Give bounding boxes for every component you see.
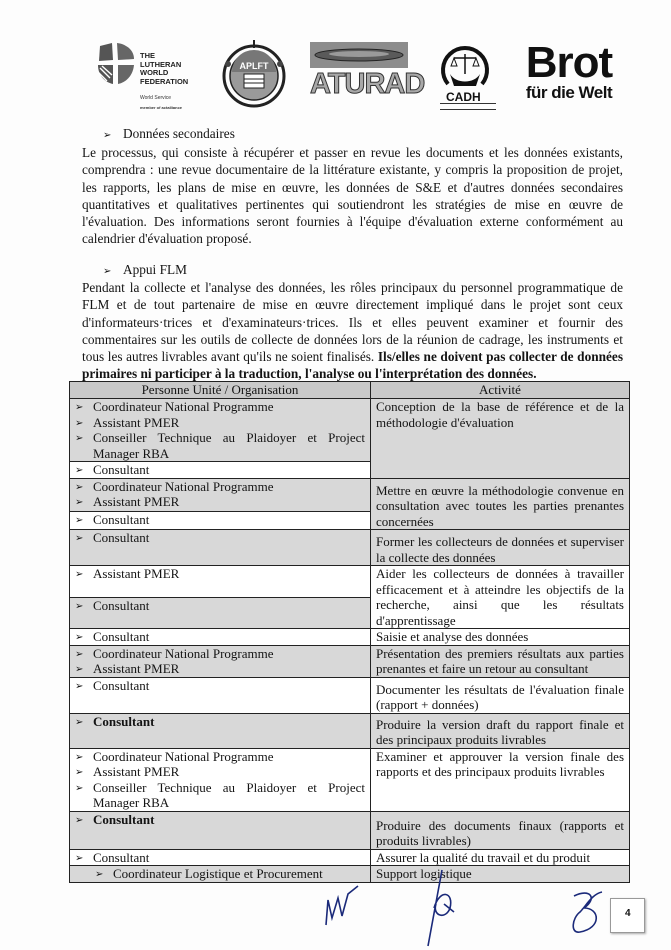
table-row — [70, 566, 630, 598]
person-cell: ➢ Consultant — [70, 462, 371, 479]
arrow-bullet-icon: ➢ — [75, 751, 84, 763]
paragraph-appui-flm — [82, 279, 623, 383]
arrow-bullet-icon: ➢ — [75, 767, 84, 778]
activity-cell: Aider les collecteurs de données à travailler efficacement et à atteindre les objectifs de la recherche, ainsi que les résultats d'apprentissage — [371, 566, 630, 629]
arrow-bullet-icon: ➢ — [75, 569, 84, 580]
person-cell: ➢ Coordinateur National Programme ➢ Assistant PMER — [70, 478, 371, 512]
table-row — [70, 629, 630, 646]
activity-cell: Former les collecteurs de données et superviser la collecte des données — [371, 530, 630, 566]
activity-cell: Support logistique — [371, 866, 630, 883]
section-heading-donnees-secondaires: ➢ Données secondaires — [103, 126, 235, 141]
cadh-logo — [432, 44, 498, 114]
person-cell: ➢ Consultant — [70, 512, 371, 530]
aplft-logo — [218, 38, 290, 110]
arrow-bullet-icon: ➢ — [75, 481, 84, 493]
person-cell: ➢ Coordinateur National Programme ➢ Assistant PMER — [70, 645, 371, 677]
brot-tagline: für die Welt — [525, 83, 613, 102]
page-number: 4 — [625, 908, 631, 919]
section-heading-appui-flm: ➢ Appui FLM — [103, 262, 187, 277]
lwf-line-3: WORLD — [140, 68, 169, 77]
person-cell: ➢ Consultant — [70, 811, 371, 849]
column-header-person: Personne Unité / Organisation — [70, 382, 371, 399]
activity-cell: Saisie et analyse des données — [371, 629, 630, 646]
roles-activities-table — [69, 381, 630, 883]
arrow-bullet-icon: ➢ — [75, 465, 84, 476]
paragraph-bold-warning: Ils/elles ne doivent pas collecter de données primaires ni participer à la traduction, l'analyse ou l'interprétation des données. — [82, 349, 623, 382]
lwf-line-1: THE — [140, 51, 155, 60]
arrow-bullet-icon: ➢ — [103, 266, 112, 277]
signature-initials-2-icon — [420, 868, 465, 948]
table-row — [70, 677, 630, 713]
aturad-banner — [310, 42, 408, 68]
arrow-bullet-icon: ➢ — [75, 533, 84, 544]
person-cell: ➢ Consultant — [70, 849, 371, 866]
table-row — [70, 645, 630, 677]
arrow-bullet-icon: ➢ — [75, 515, 84, 527]
activity-cell: Présentation des premiers résultats aux parties prenantes et faire un retour au consultant — [371, 645, 630, 677]
lwf-tagline: member of actalliance — [140, 105, 183, 110]
svg-text:APLFT: APLFT — [239, 61, 269, 71]
person-cell: ➢ Consultant — [70, 629, 371, 646]
activity-cell: Produire des documents finaux (rapports et produits livrables) — [371, 811, 630, 849]
arrow-bullet-icon: ➢ — [75, 601, 84, 612]
brot-wordmark: Brot — [525, 38, 613, 87]
arrow-bullet-icon: ➢ — [75, 632, 84, 643]
activity-cell: Mettre en œuvre la méthodologie convenue en consultation avec toutes les parties prenantes concernées — [371, 478, 630, 530]
lwf-line-4: FEDERATION — [140, 76, 189, 86]
activity-cell: Conception de la base de référence et de la méthodologie d'évaluation — [371, 399, 630, 479]
person-cell: ➢ Coordinateur National Programme ➢ Assistant PMER ➢ Conseiller Technique au Plaidoyer et Project Manager RBA — [70, 748, 371, 811]
signature-initials-1-icon — [318, 880, 368, 930]
table-row — [70, 530, 630, 566]
activity-cell: Documenter les résultats de l'évaluation finale (rapport + données) — [371, 677, 630, 713]
signature-initials-3-icon — [566, 888, 606, 938]
activity-cell: Examiner et approuver la version finale des rapports et des principaux produits livrables — [371, 748, 630, 811]
aturad-logo — [310, 42, 425, 112]
arrow-bullet-icon: ➢ — [95, 869, 104, 880]
lwf-emblem-icon — [96, 42, 136, 86]
person-cell: ➢ Consultant — [70, 530, 371, 566]
table-row — [70, 748, 630, 811]
paragraph-donnees-secondaires: Le processus, qui consiste à récupérer et passer en revue les documents et les données existants, comprendra : une revue documentaire de la littérature existante, y compris la proposition de projet, les rapports, les plans de mise en œuvre, les données de S&E et d'autres données secondaires quantitatives et qualitatives pertinentes qui soutiendront les stratégies de mise en œuvre de l'évaluation. Des informations seront fournies à l'équipe d'évaluation externe conformément au calendrier d'évaluation proposé. — [82, 145, 623, 247]
cadh-wordmark: CADH — [446, 90, 481, 104]
person-cell: ➢ Consultant — [70, 598, 371, 629]
person-cell: ➢ Coordinateur Logistique et Procurement — [70, 866, 371, 883]
activity-cell: Produire la version draft du rapport finale et des principaux produits livrables — [371, 713, 630, 748]
brot-fur-die-welt-logo — [524, 38, 614, 117]
aplft-emblem-icon — [218, 38, 290, 110]
arrow-bullet-icon: ➢ — [75, 782, 84, 794]
cadh-subtitle-lines — [440, 103, 496, 110]
lwf-logo — [96, 38, 196, 113]
arrow-bullet-icon: ➢ — [75, 664, 84, 675]
column-header-activity: Activité — [371, 382, 630, 399]
table-row — [70, 849, 630, 866]
person-cell: ➢ Assistant PMER — [70, 566, 371, 598]
arrow-bullet-icon: ➢ — [75, 402, 84, 413]
table-row — [70, 478, 630, 512]
person-cell: ➢ Coordinateur National Programme ➢ Assistant PMER ➢ Conseiller Technique au Plaidoyer et Project Manager RBA — [70, 399, 371, 462]
table-row — [70, 399, 630, 462]
boat-icon — [310, 42, 408, 68]
person-cell: ➢ Consultant — [70, 713, 371, 748]
scales-of-justice-icon — [432, 44, 498, 92]
partner-logos-header — [92, 36, 622, 126]
lwf-line-2: LUTHERAN — [140, 59, 182, 69]
page-number-box — [610, 898, 645, 933]
table-header-row — [70, 382, 630, 399]
arrow-bullet-icon: ➢ — [75, 648, 84, 660]
aturad-wordmark: ATURAD — [310, 68, 425, 100]
arrow-bullet-icon: ➢ — [75, 716, 84, 728]
person-cell: ➢ Consultant — [70, 677, 371, 713]
arrow-bullet-icon: ➢ — [103, 130, 112, 141]
arrow-bullet-icon: ➢ — [75, 433, 84, 444]
arrow-bullet-icon: ➢ — [75, 680, 84, 692]
arrow-bullet-icon: ➢ — [75, 497, 84, 508]
activity-cell: Assurer la qualité du travail et du produit — [371, 849, 630, 866]
table-row — [70, 811, 630, 849]
lwf-subtitle: World Service — [140, 95, 172, 101]
arrow-bullet-icon: ➢ — [75, 814, 84, 826]
arrow-bullet-icon: ➢ — [75, 852, 84, 864]
paragraph-text: Pendant la collecte et l'analyse des données, les rôles principaux du personnel programmatique de FLM et de tout partenaire de mise en œuvre directement impliqué dans le projet sont ceux d'informateurs·trices et d'examinateurs·trices. Ils et elles peuvent examiner et fournir des commentaires sur les outils de collecte de données lors de la réunion de cadrage, les instruments et tous les autres livrables avant qu'ils ne soient finalisés. — [82, 280, 623, 365]
table-row — [70, 713, 630, 748]
arrow-bullet-icon: ➢ — [75, 417, 84, 429]
